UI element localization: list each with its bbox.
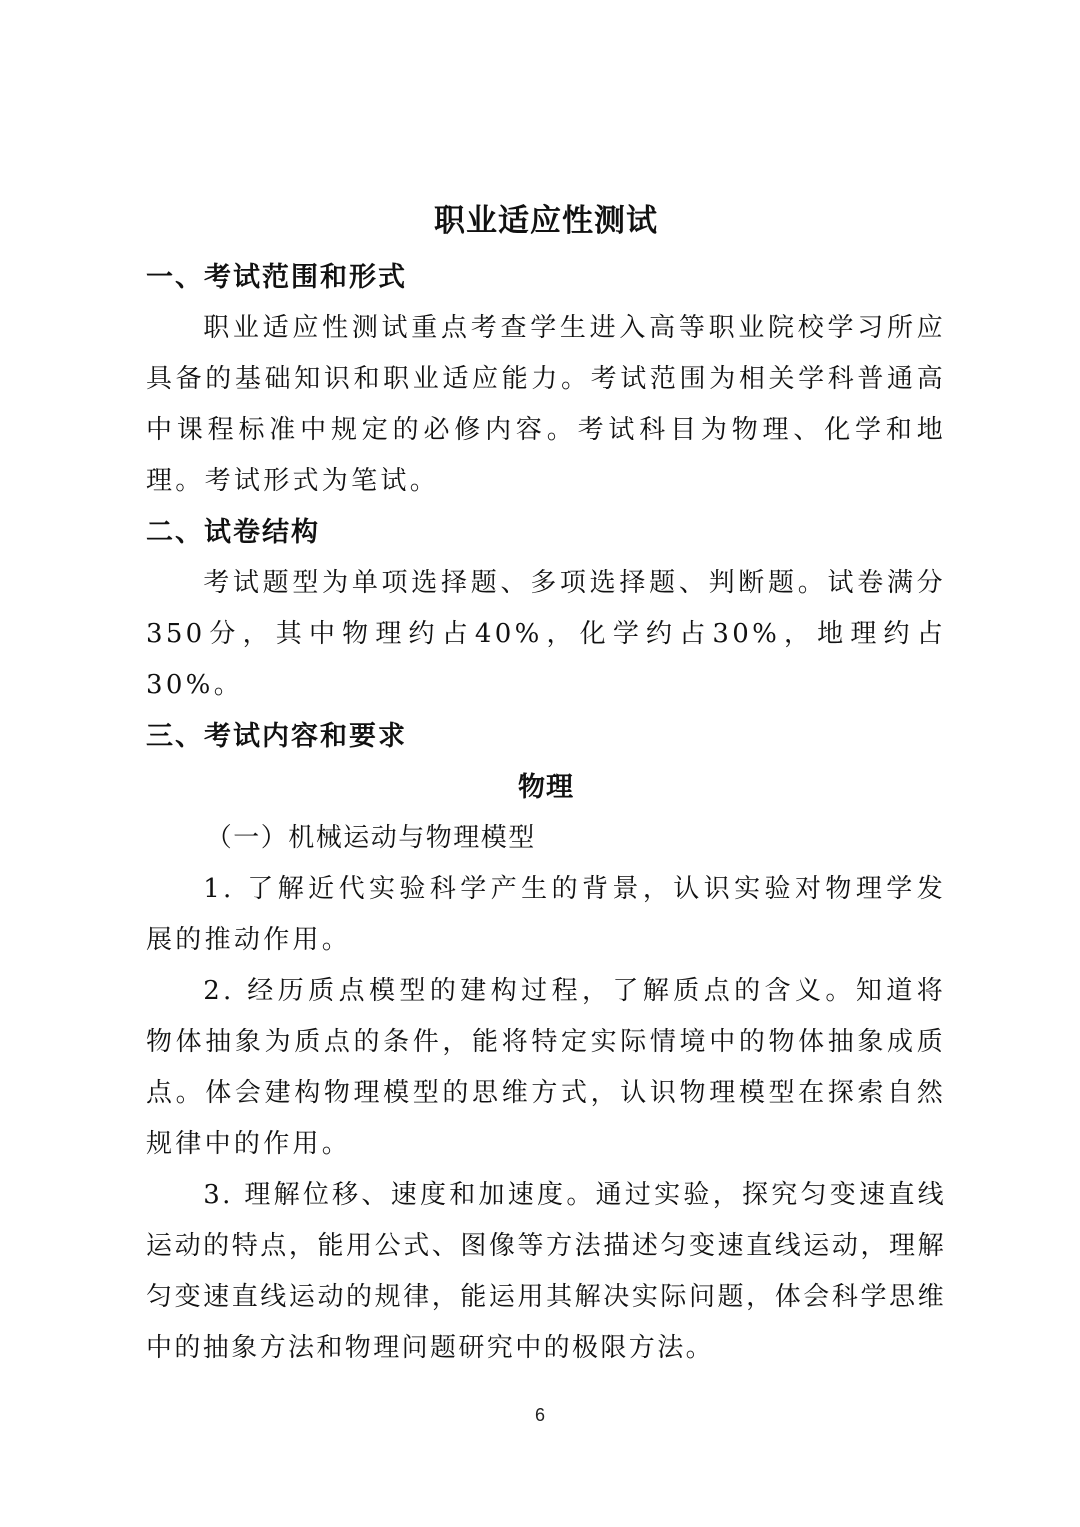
list-item: 1. 了解近代实验科学产生的背景，认识实验对物理学发展的推动作用。: [146, 874, 946, 955]
page-title: 职业适应性测试: [434, 203, 658, 239]
page-number: 6: [534, 1405, 545, 1425]
subject-title-physics: 物理: [518, 772, 574, 803]
list-item: 2. 经历质点模型的建构过程，了解质点的含义。知道将物体抽象为质点的条件，能将特定实际情境中的物体抽象成质点。体会建构物理模型的思维方式，认识物理模型在探索自然规律中的作用。: [146, 976, 946, 1159]
paragraph-structure: 考试题型为单项选择题、多项选择题、判断题。试卷满分350分，其中物理约占40%，化学约占30%，地理约占30%。: [146, 568, 946, 700]
list-item: 3. 理解位移、速度和加速度。通过实验，探究匀变速直线运动的特点，能用公式、图像等方法描述匀变速直线运动，理解匀变速直线运动的规律，能运用其解决实际问题，体会科学思维中的抽象方法和物理问题研究中的极限方法。: [146, 1180, 946, 1363]
section-heading-scope: 一、考试范围和形式: [146, 262, 407, 293]
subheading-mechanics: （一）机械运动与物理模型: [205, 823, 536, 853]
section-heading-structure: 二、试卷结构: [146, 517, 320, 548]
page-content: [146, 200, 946, 1374]
section-heading-content: 三、考试内容和要求: [146, 721, 407, 752]
paragraph-scope: 职业适应性测试重点考查学生进入高等职业院校学习所应具备的基础知识和职业适应能力。考试范围为相关学科普通高中课程标准中规定的必修内容。考试科目为物理、化学和地理。考试形式为笔试。: [146, 313, 946, 496]
